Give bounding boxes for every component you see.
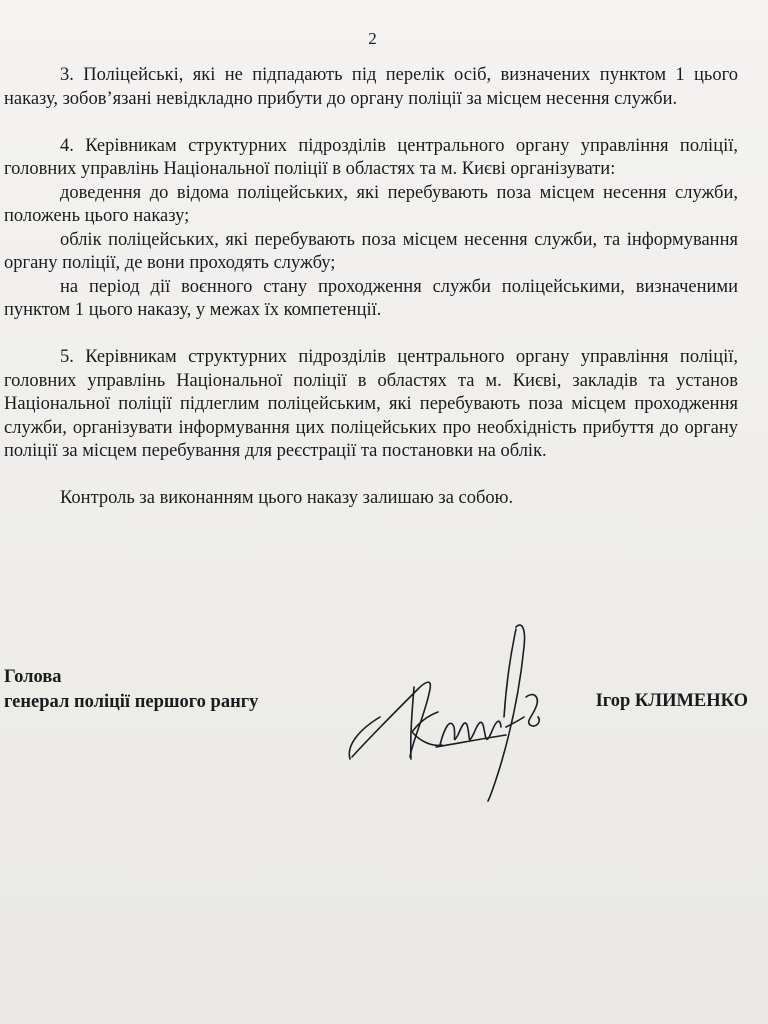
page-number: 2 bbox=[368, 29, 377, 48]
position-line-1: Голова bbox=[4, 667, 62, 687]
paragraph-4-item-1: доведення до відома поліцейських, які перебувають поза місцем несення служби, положень цього наказу; bbox=[4, 182, 738, 226]
paragraph-4-item-2: облік поліцейських, які перебувають поза місцем несення служби, та інформування органу поліції, де вони проходять службу; bbox=[4, 229, 738, 273]
signatory-position bbox=[4, 665, 258, 715]
signatory-name: Ігор КЛИМЕНКО bbox=[595, 691, 748, 711]
paragraph-5: 5. Керівникам структурних підрозділів центрального органу управління поліції, головних управлінь Національної поліції в областях та м. Києві, закладів та установ Національної поліції підлеглим поліцейським, які перебувають поза місцем проходження служби, організувати інформування цих поліцейських про необхідність прибуття до органу поліції за місцем перебування для реєстрації та постановки на облік. bbox=[4, 347, 738, 461]
position-line-2: генерал поліції першого рангу bbox=[4, 692, 259, 712]
document-body bbox=[4, 64, 738, 511]
closing-paragraph: Контроль за виконанням цього наказу залишаю за собою. bbox=[60, 488, 514, 508]
signature-block bbox=[4, 665, 748, 815]
handwritten-signature bbox=[340, 617, 560, 807]
paragraph-4: 4. Керівникам структурних підрозділів центрального органу управління поліції, головних управлінь Національної поліції в областях та м. Києві організувати: bbox=[4, 135, 738, 179]
paragraph-3: 3. Поліцейські, які не підпадають під перелік осіб, визначених пунктом 1 цього наказу, зобов’язані невідкладно прибути до органу поліції за місцем несення служби. bbox=[4, 65, 738, 109]
paragraph-4-item-3: на період дії воєнного стану проходження служби поліцейськими, визначеними пунктом 1 цього наказу, у межах їх компетенції. bbox=[4, 276, 738, 320]
